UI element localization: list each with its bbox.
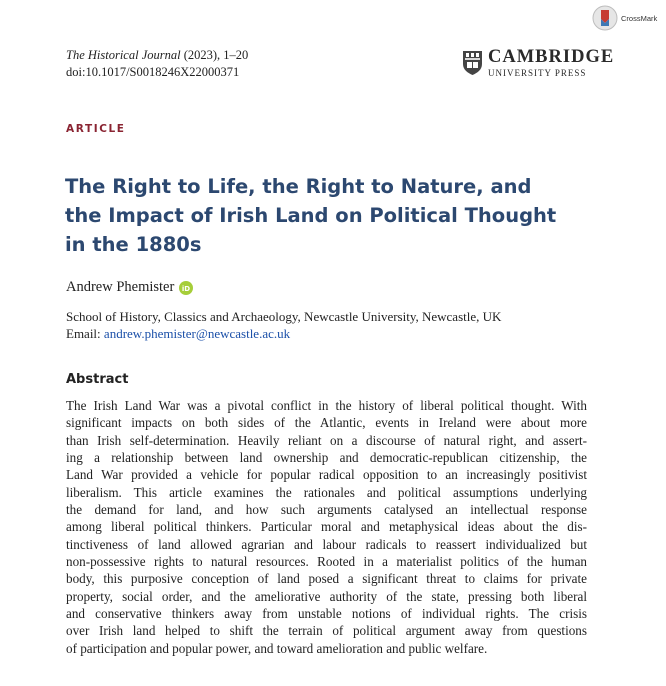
journal-volume: (2023), 1–20 — [180, 48, 249, 62]
author-name[interactable]: Andrew Phemister — [66, 279, 175, 295]
abstract-body — [66, 397, 587, 657]
abstract-line: non-possessive rights to natural resources. Rooted in a materialist politics of the human — [66, 554, 587, 570]
cambridge-shield-icon — [462, 50, 483, 76]
abstract-heading: Abstract — [66, 372, 129, 387]
abstract-line: over Irish land helped to shift the terrain of political argument away from questions — [66, 623, 587, 639]
title-line: in the 1880s — [65, 233, 202, 256]
title-line: The Right to Life, the Right to Nature, and — [65, 175, 532, 198]
abstract-line: The Irish Land War was a pivotal conflict in the history of liberal political thought. With — [66, 398, 587, 413]
orcid-label: iD — [182, 284, 191, 293]
title-line: the Impact of Irish Land on Political Thought — [65, 204, 557, 227]
abstract-line: ing a relationship between land ownership and democratic-republican citizenship, the — [66, 450, 587, 466]
email-link[interactable]: andrew.phemister@newcastle.ac.uk — [103, 326, 291, 341]
crossmark-label: CrossMark — [621, 13, 658, 23]
publisher-sub: UNIVERSITY PRESS — [488, 67, 587, 78]
author — [66, 279, 193, 296]
crossmark-badge[interactable] — [592, 4, 657, 32]
article-type: ARTICLE — [66, 123, 126, 135]
abstract-line: and conservative thinkers away from unstable notions of individual rights. The crisis — [66, 606, 587, 622]
affiliation-institution: School of History, Classics and Archaeology, Newcastle University, Newcastle, UK — [66, 309, 502, 324]
abstract-line: than Irish self-determination. Heavily reliant on a discourse of natural right, and assert- — [66, 432, 587, 448]
journal-name: The Historical Journal — [66, 48, 181, 62]
abstract-line: the demand for land, and how such arguments catalysed an intellectual response — [66, 502, 587, 518]
abstract-line: significant impacts on both sides of the Atlantic, events in Ireland were about more — [66, 415, 587, 431]
abstract-line: property, social order, and the ameliorative authority of the state, pressing both liberal — [66, 588, 587, 604]
email-label: Email: — [66, 326, 104, 341]
publisher-logo — [462, 48, 614, 78]
abstract-line: tinctiveness of land allowed agrarian and labour radicals to reassert individualized but — [66, 536, 587, 552]
abstract-line: Land War provided a vehicle for popular radical opposition to an increasingly positivist — [66, 467, 587, 483]
abstract-line: liberalism. This article examines the rationales and political assumptions underlying — [66, 484, 587, 500]
abstract-line: among liberal political thinkers. Particular moral and metaphysical ideas about the dis- — [66, 519, 587, 535]
crossmark-icon — [592, 5, 618, 31]
article-title — [65, 172, 585, 259]
abstract-line: body, this purposive conception of land posed a significant threat to claims for private — [66, 571, 587, 587]
publisher-name: CAMBRIDGE — [488, 47, 615, 67]
abstract-line: of participation and popular power, and toward amelioration and public welfare. — [66, 640, 488, 656]
affiliation — [66, 308, 501, 342]
journal-doi[interactable]: doi:10.1017/S0018246X22000371 — [66, 65, 240, 79]
journal-citation — [66, 47, 248, 81]
orcid-icon[interactable] — [179, 281, 193, 295]
